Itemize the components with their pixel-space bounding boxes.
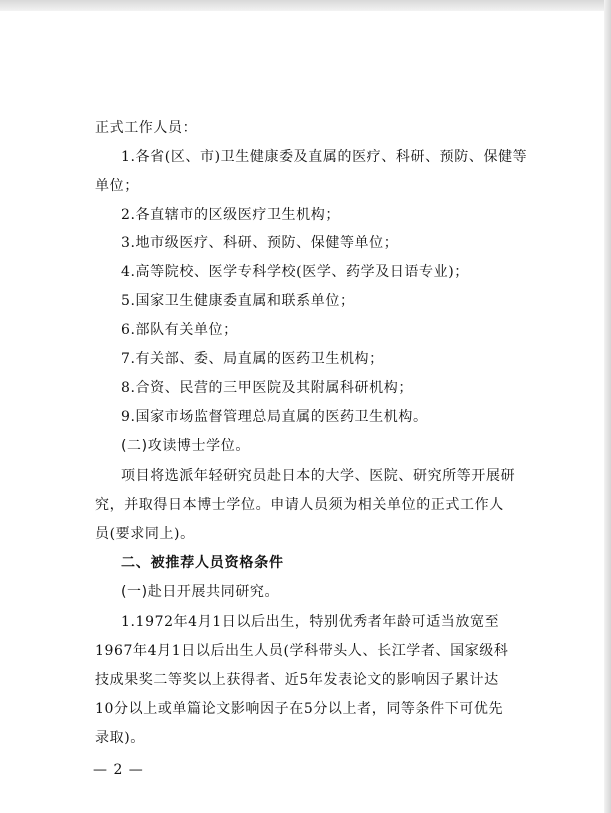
text-line: 单位； [95, 178, 139, 194]
text-line: 项目将选派年轻研究员赴日本的大学、医院、研究所等开展研 [121, 468, 516, 484]
text-line: 1.各省(区、市)卫生健康委及直属的医疗、科研、预防、保健等 [121, 149, 528, 165]
text-line: 10分以上或单篇论文影响因子在5分以上者，同等条件下可优先 [95, 701, 504, 717]
section-heading: 二、被推荐人员资格条件 [121, 555, 284, 571]
text-line: 4.高等院校、医学专科学校(医学、药学及日语专业)； [121, 264, 469, 280]
text-line: 8.合资、民营的三甲医院及其附属科研机构； [121, 380, 413, 396]
scan-top-edge [0, 0, 611, 11]
section-subheading: (二)攻读博士学位。 [121, 438, 250, 454]
text-line: 9.国家市场监督管理总局直属的医药卫生机构。 [121, 409, 428, 425]
scan-right-edge [604, 0, 611, 813]
text-line: 5.国家卫生健康委直属和联系单位； [121, 293, 355, 309]
text-line: 员(要求同上)。 [95, 526, 195, 542]
text-line: 6.部队有关单位； [121, 322, 238, 338]
section-subheading: (一)赴日开展共同研究。 [121, 584, 280, 600]
text-line: 7.有关部、委、局直属的医药卫生机构； [121, 351, 384, 367]
text-line: 技成果奖二等奖以上获得者、近5年发表论文的影响因子累计达 [95, 672, 499, 688]
page-number: — 2 — [93, 762, 144, 778]
text-line: 2.各直辖市的区级医疗卫生机构； [121, 207, 340, 223]
text-line: 正式工作人员： [95, 120, 198, 136]
text-line: 录取)。 [95, 730, 145, 746]
text-line: 1967年4月1日以后出生人员(学科带头人、长江学者、国家级科 [95, 643, 509, 659]
text-line: 究，并取得日本博士学位。申请人员须为相关单位的正式工作人 [95, 497, 504, 513]
text-line: 1.1972年4月1日以后出生，特别优秀者年龄可适当放宽至 [121, 614, 500, 630]
text-line: 3.地市级医疗、科研、预防、保健等单位； [121, 235, 399, 251]
